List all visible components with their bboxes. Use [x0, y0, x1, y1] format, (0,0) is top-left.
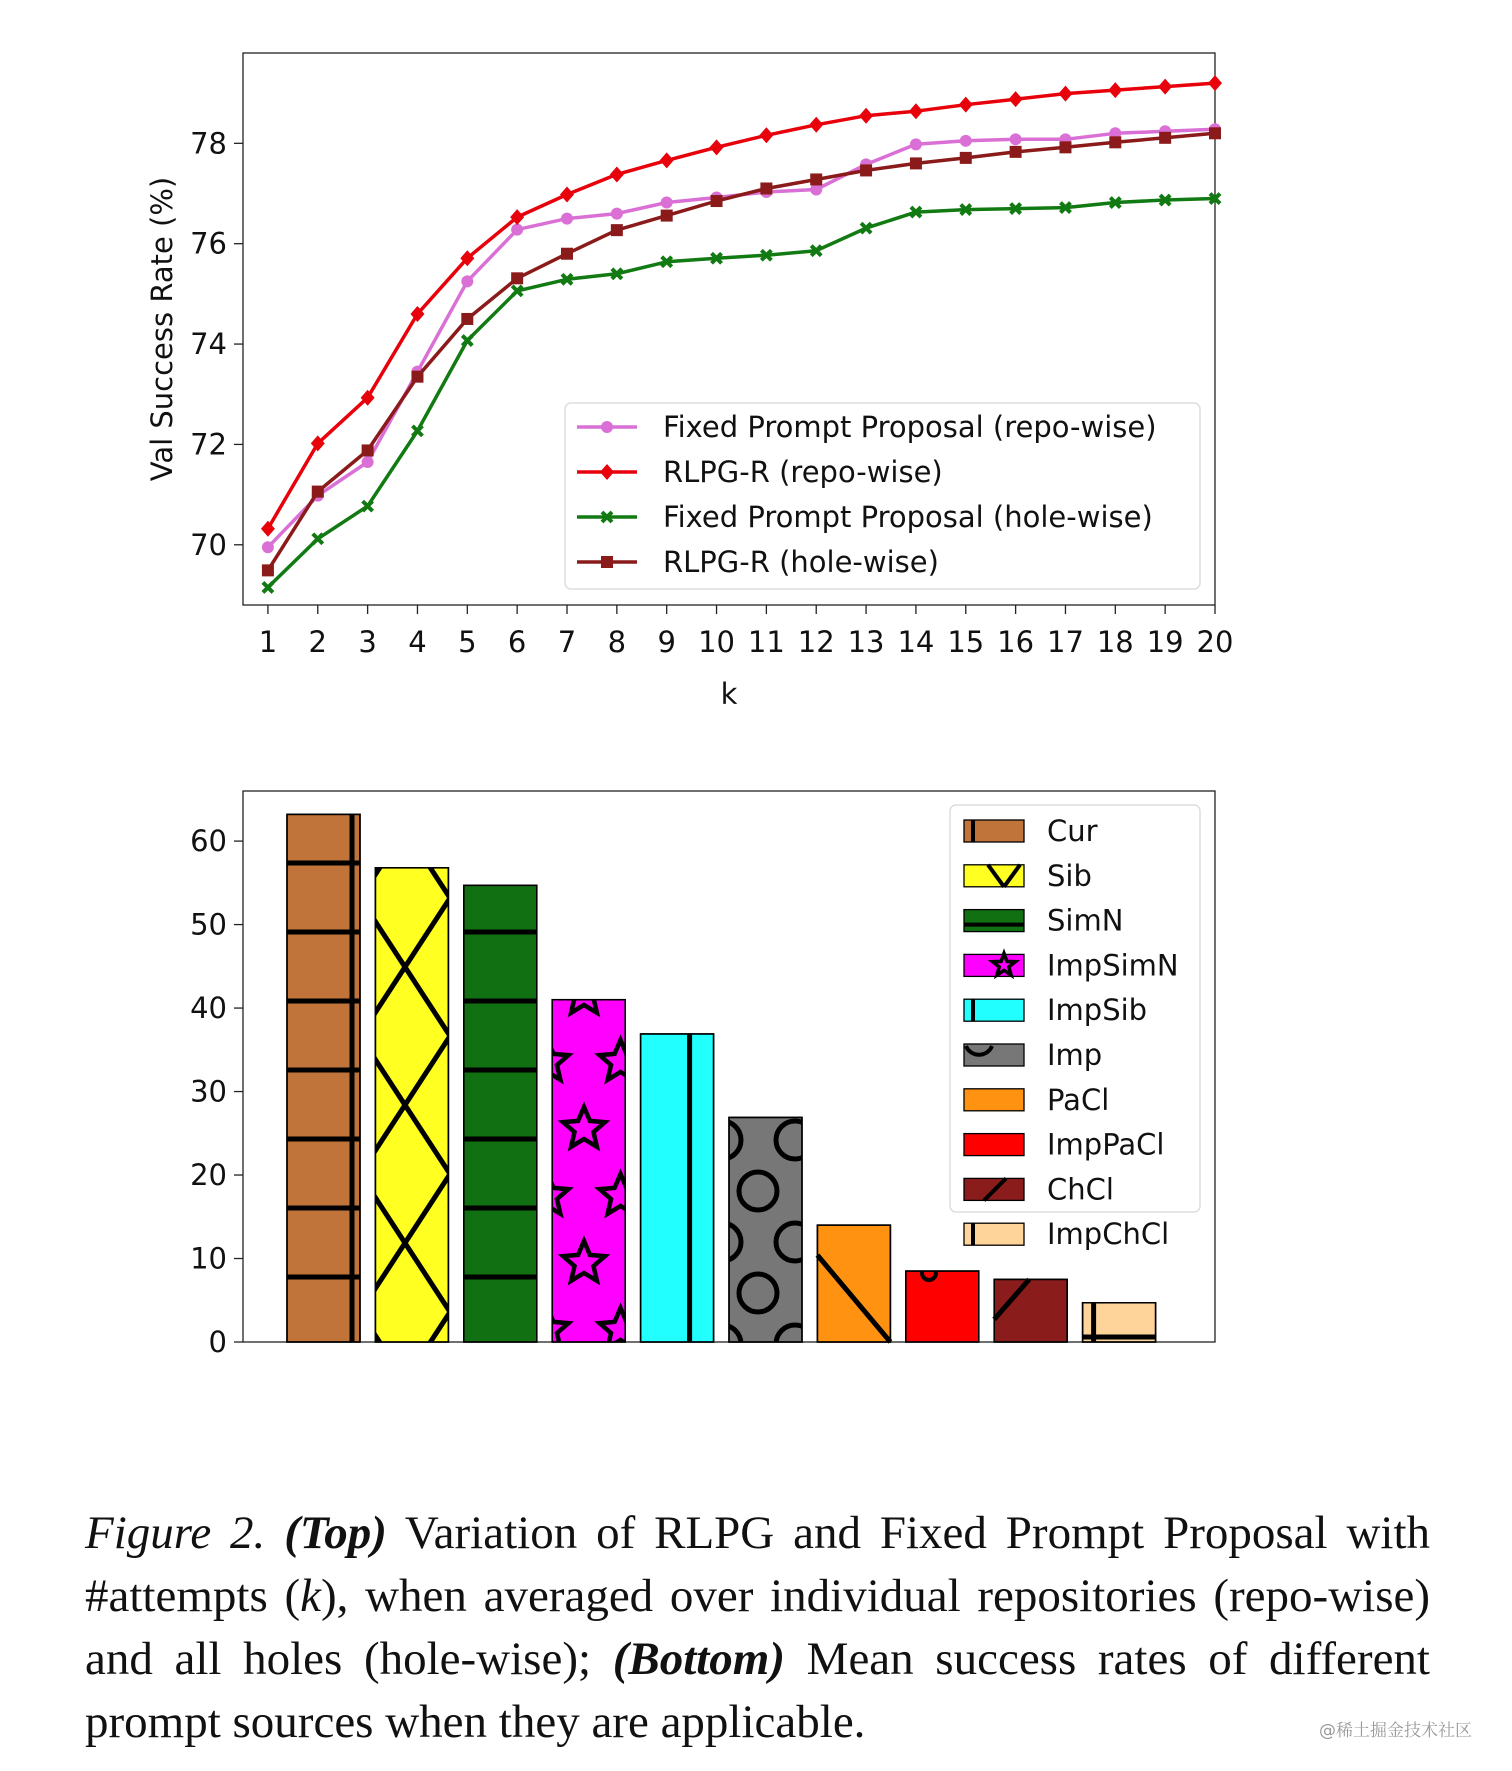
- bar-pacl: [817, 1225, 890, 1342]
- y-tick-label: 20: [190, 1158, 227, 1193]
- legend-label: ImpSib: [1047, 993, 1148, 1028]
- x-tick-label: 20: [1196, 625, 1234, 659]
- data-point: [362, 456, 374, 468]
- caption-top-text: Variation of RLPG and Fixed Prompt Proposal with #attempts (: [85, 1507, 1430, 1622]
- data-point: [661, 210, 673, 222]
- data-point: [910, 138, 922, 150]
- y-tick-label: 76: [190, 226, 227, 261]
- bar-hatch: [729, 1117, 802, 1342]
- bar-hatch: [375, 868, 448, 1342]
- data-point: [362, 444, 374, 456]
- data-point: [262, 541, 274, 553]
- bar: [994, 1279, 1067, 1342]
- legend-swatch: [964, 1089, 1024, 1111]
- legend-marker: [601, 421, 613, 433]
- data-point: [411, 371, 423, 383]
- data-point: [561, 248, 573, 260]
- bar-imppacl: [906, 1271, 979, 1342]
- y-tick-label: 30: [190, 1074, 227, 1109]
- data-point: [461, 275, 473, 287]
- x-tick-label: 10: [698, 625, 735, 659]
- data-point: [661, 197, 673, 209]
- y-tick-label: 60: [190, 824, 227, 859]
- legend-label: RLPG-R (repo-wise): [663, 455, 943, 489]
- legend-label: ChCl: [1047, 1172, 1114, 1207]
- figure-caption: [85, 1502, 1430, 1754]
- bar-hatch: [287, 814, 360, 1342]
- x-tick-label: 17: [1047, 625, 1084, 659]
- x-tick-label: 14: [897, 625, 935, 659]
- bar-imp: [729, 1117, 802, 1342]
- bar: [817, 1225, 890, 1342]
- x-tick-label: 15: [947, 625, 985, 659]
- bar-hatch: [552, 1000, 625, 1342]
- x-tick-label: 2: [308, 625, 327, 659]
- x-tick-label: 7: [557, 625, 577, 659]
- legend-label: Imp: [1047, 1038, 1103, 1072]
- data-point: [611, 224, 623, 236]
- legend-label: ImpPaCl: [1047, 1127, 1165, 1162]
- legend-marker: [601, 556, 613, 568]
- legend: [950, 805, 1200, 1251]
- data-point: [1109, 136, 1121, 148]
- y-tick-label: 78: [190, 126, 227, 161]
- y-tick-label: 74: [190, 327, 227, 362]
- x-tick-label: 5: [458, 625, 477, 659]
- x-tick-label: 13: [847, 625, 885, 659]
- x-tick-label: 18: [1096, 625, 1134, 659]
- x-tick-label: 9: [657, 625, 676, 659]
- legend-swatch: [964, 1134, 1024, 1156]
- y-tick-label: 40: [190, 991, 227, 1026]
- legend-label: Sib: [1047, 858, 1092, 893]
- bar-simn: [464, 885, 537, 1342]
- y-tick-label: 10: [190, 1241, 227, 1276]
- data-point: [760, 182, 772, 194]
- data-point: [711, 195, 723, 207]
- legend-label: Cur: [1047, 814, 1098, 848]
- caption-bottom-text: Mean success rates of different prompt sources when they are applicable.: [85, 1633, 1430, 1748]
- bar-sib: [375, 868, 448, 1342]
- caption-top-text-2: ), when averaged over individual repositories (repo-wise) and all holes (hole-wise);: [85, 1570, 1430, 1685]
- x-tick-label: 1: [258, 625, 278, 659]
- caption-k-symbol: k: [300, 1570, 321, 1622]
- legend-label: Fixed Prompt Proposal (repo-wise): [663, 410, 1157, 444]
- data-point: [1010, 133, 1022, 145]
- y-axis-label: Val Success Rate (%): [145, 176, 179, 482]
- watermark-text: @稀土掘金技术社区: [1319, 1721, 1472, 1741]
- legend-label: SimN: [1047, 903, 1124, 938]
- data-point: [312, 486, 324, 498]
- y-tick-label: 72: [190, 427, 227, 462]
- caption-figure-label: Figure 2.: [85, 1507, 266, 1559]
- bar-cur: [287, 814, 360, 1342]
- x-tick-label: 6: [507, 625, 527, 659]
- x-tick-label: 19: [1146, 625, 1184, 659]
- data-point: [1010, 146, 1022, 158]
- bar-hatch: [464, 885, 537, 1342]
- legend-label: PaCl: [1047, 1082, 1110, 1117]
- legend-label: RLPG-R (hole-wise): [663, 545, 939, 579]
- data-point: [910, 157, 922, 169]
- data-point: [511, 272, 523, 284]
- caption-bottom-label: (Bottom): [612, 1633, 786, 1685]
- x-tick-label: 12: [797, 625, 835, 659]
- x-tick-label: 4: [408, 625, 427, 659]
- data-point: [461, 313, 473, 325]
- data-point: [561, 213, 573, 225]
- data-point: [1159, 132, 1171, 144]
- line-chart: [0, 0, 1512, 720]
- bar-impsib: [641, 1034, 714, 1342]
- legend-label: ImpSimN: [1047, 948, 1179, 983]
- legend-swatch: [964, 954, 1024, 976]
- data-point: [960, 135, 972, 147]
- x-tick-label: 8: [607, 625, 627, 659]
- data-point: [611, 208, 623, 220]
- bar-hatch: [906, 1271, 979, 1342]
- y-tick-label: 50: [190, 907, 227, 942]
- caption-top-label: (Top): [284, 1507, 387, 1559]
- bar: [641, 1034, 714, 1342]
- data-point: [960, 152, 972, 164]
- data-point: [1209, 127, 1221, 139]
- x-tick-label: 11: [747, 625, 785, 659]
- legend: [565, 403, 1200, 589]
- data-point: [810, 173, 822, 185]
- legend-label: ImpChCl: [1047, 1217, 1170, 1252]
- data-point: [511, 224, 523, 236]
- x-axis-label: k: [720, 677, 738, 711]
- bar-impsimn: [552, 1000, 625, 1342]
- data-point: [262, 564, 274, 576]
- x-tick-label: 3: [358, 625, 377, 659]
- data-point: [860, 164, 872, 176]
- legend-swatch: [964, 910, 1024, 932]
- bar-chart: [0, 760, 1512, 1360]
- y-tick-label: 0: [208, 1325, 227, 1359]
- y-tick-label: 70: [190, 527, 227, 562]
- data-point: [1059, 141, 1071, 153]
- bar-chcl: [994, 1279, 1067, 1342]
- x-tick-label: 16: [997, 625, 1035, 659]
- legend-label: Fixed Prompt Proposal (hole-wise): [663, 500, 1153, 534]
- bar-impchcl: [1083, 1303, 1156, 1342]
